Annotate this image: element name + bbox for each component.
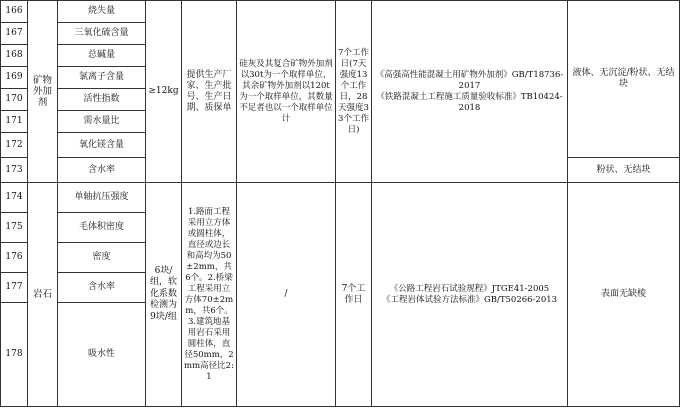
row-number: 172 — [1, 133, 28, 158]
row-number: 167 — [1, 23, 28, 45]
sample-quantity-cell: 6块/组，软化系数检测为9块/组 — [146, 183, 182, 407]
row-number: 168 — [1, 45, 28, 67]
test-item: 毛体积密度 — [58, 213, 146, 243]
row-number: 176 — [1, 243, 28, 273]
standards-cell: 《公路工程岩石试验规程》JTGE41-2005 《工程岩体试验方法标准》GB/T50266-2013 — [372, 183, 568, 407]
test-item: 氯离子含量 — [58, 67, 146, 89]
row-number: 174 — [1, 183, 28, 213]
row-number: 173 — [1, 158, 28, 183]
test-item: 密度 — [58, 243, 146, 273]
table-row — [1, 1, 680, 23]
row-number: 169 — [1, 67, 28, 89]
test-item: 需水量比 — [58, 111, 146, 133]
sampling-frequency-cell: / — [237, 183, 336, 407]
specimen-spec-cell: 1.路面工程采用立方体或圆柱体，直径或边长和高均为50±2mm，共6个。2.桥梁工程采用立方体70±2mm，共6个。3.建筑地基用岩石采用圆柱体，直径50mm，2mm高径比2:1 — [182, 183, 237, 407]
test-item: 含水率 — [58, 158, 146, 183]
appearance-cell: 粉状、无结块 — [568, 158, 680, 183]
test-item: 单轴抗压强度 — [58, 183, 146, 213]
row-number: 170 — [1, 89, 28, 111]
sample-quantity-cell: ≥12kg — [146, 1, 182, 183]
required-documents-cell: 提供生产厂家、生产批号、生产日期、质保单 — [182, 1, 237, 183]
appearance-cell: 表面无缺棱 — [568, 183, 680, 407]
standards-cell: 《高强高性能混凝土用矿物外加剂》GB/T18736-2017 《铁路混凝土工程施工质量验收标准》TB10424-2018 — [372, 1, 568, 183]
row-number: 175 — [1, 213, 28, 243]
row-number: 166 — [1, 1, 28, 23]
test-period-cell: 7个工作日 — [336, 183, 372, 407]
test-item: 氧化镁含量 — [58, 133, 146, 158]
test-item: 总碱量 — [58, 45, 146, 67]
test-item: 烧失量 — [58, 1, 146, 23]
test-item: 活性指数 — [58, 89, 146, 111]
test-item: 吸水性 — [58, 303, 146, 407]
row-number: 178 — [1, 303, 28, 407]
test-period-cell: 7个工作日(7天强度13个工作日，28天强度33个工作日) — [336, 1, 372, 183]
appearance-cell: 液体、无沉淀/粉状、无结块 — [568, 1, 680, 158]
table-row — [1, 183, 680, 213]
row-number: 171 — [1, 111, 28, 133]
sampling-frequency-cell: 硅灰及其复合矿物外加剂以30t为一个取样单位，其余矿物外加剂以120t为一个取样单位，其数量不足者也以一个取样单位计 — [237, 1, 336, 183]
category-cell: 岩石 — [28, 183, 58, 407]
test-item: 含水率 — [58, 273, 146, 303]
row-number: 177 — [1, 273, 28, 303]
category-cell: 矿物外加剂 — [28, 1, 58, 183]
test-item: 三氧化硫含量 — [58, 23, 146, 45]
